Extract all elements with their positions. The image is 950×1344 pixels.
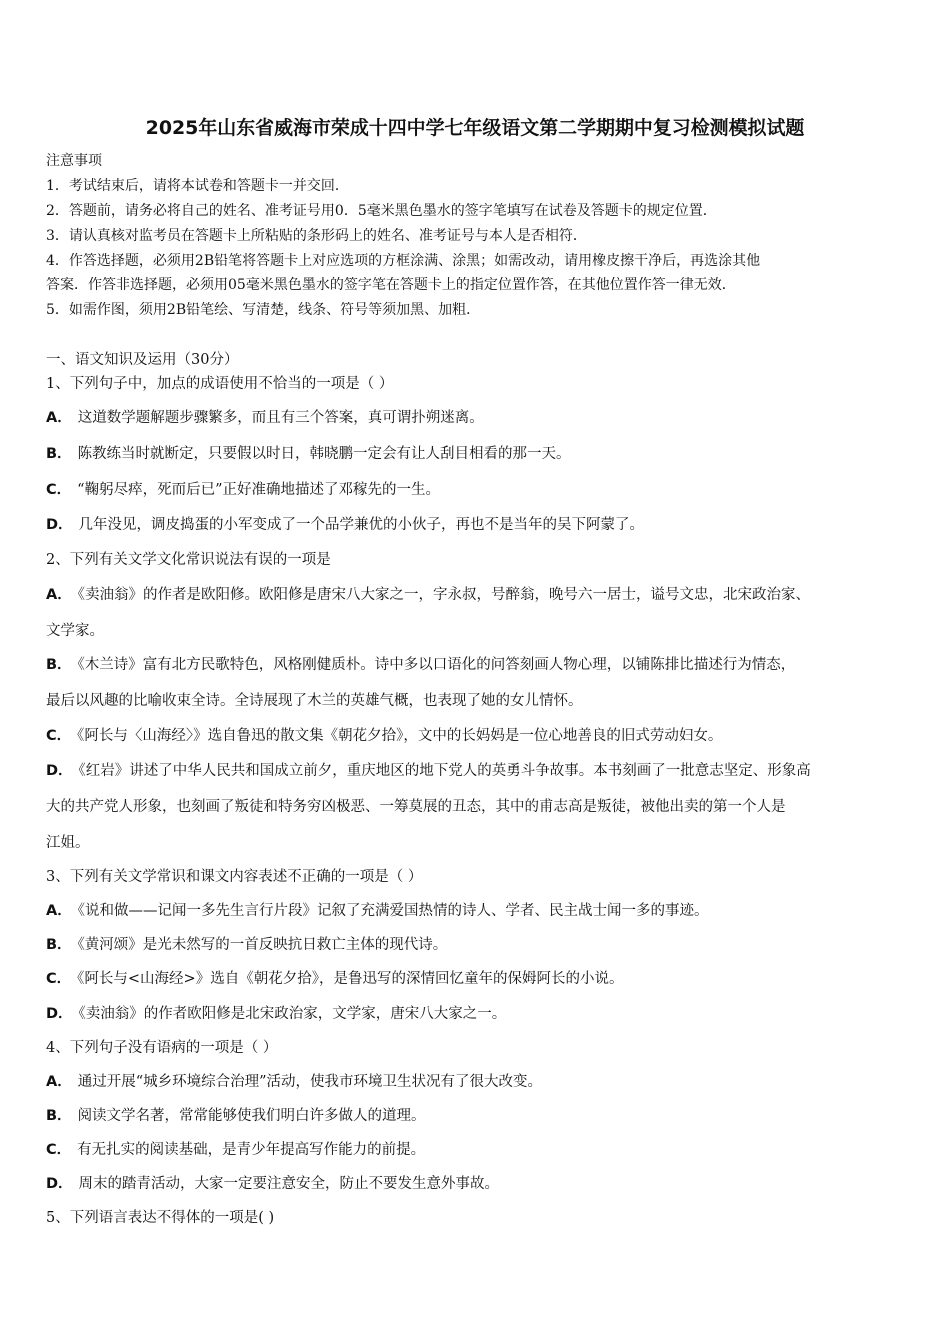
option-text: 《说和做——记闻一多先生言行片段》记叙了充满爱国热情的诗人、学者、民主战士闻一多的事迹。 (77, 903, 709, 919)
question-stem: 5、下列语言表达不得体的一项是( ) (46, 1210, 275, 1226)
question-stem: 4、下列句子没有语病的一项是（ ） (46, 1040, 278, 1056)
option-text: 周末的踏青活动，大家一定要注意安全，防止不要发生意外事故。 (78, 1176, 500, 1192)
option-label: D． (46, 1176, 73, 1192)
option-text: 《阿长与<山海经>》选自《朝花夕拾》，是鲁迅写的深情回忆童年的保姆阿长的小说。 (77, 971, 624, 987)
option-text: 《阿长与〈山海经〉》选自鲁迅的散文集《朝花夕拾》，文中的长妈妈是一位心地善良的旧式劳动妇女。 (77, 728, 723, 744)
option-d (46, 1004, 506, 1024)
option-continuation: 大的共产党人形象，也刻画了叛徒和特务穷凶极恶、一筹莫展的丑态，其中的甫志高是叛徒，被他出卖的第一个人是 (46, 799, 786, 815)
option-continuation: 最后以风趣的比喻收束全诗。全诗展现了木兰的英雄气概，也表现了她的女儿情怀。 (46, 693, 583, 709)
option-continuation: 江姐。 (46, 835, 90, 851)
option-text: 有无扎实的阅读基础，是青少年提高写作能力的前提。 (77, 1142, 426, 1158)
option-b (46, 655, 795, 675)
option-label: B． (46, 657, 72, 673)
question-stem: 2、下列有关文学文化常识说法有误的一项是 (46, 552, 331, 568)
notice-item: 2．答题前，请务必将自己的姓名、准考证号用0．5毫米黑色墨水的签字笔填写在试卷及答题卡的规定位置． (46, 203, 717, 219)
option-label: B． (46, 1108, 72, 1124)
option-label: A． (46, 587, 72, 603)
option-text: 《卖油翁》的作者欧阳修是北宋政治家，文学家，唐宋八大家之一。 (78, 1006, 507, 1022)
question-stem: 3、下列有关文学常识和课文内容表述不正确的一项是（ ） (46, 869, 423, 885)
section-heading: 一、语文知识及运用（30分） (46, 352, 239, 368)
option-c (46, 726, 722, 746)
notice-item: 1．考试结束后，请将本试卷和答题卡一并交回． (46, 178, 349, 194)
notice-item: 答案．作答非选择题，必须用05毫米黑色墨水的签字笔在答题卡上的指定位置作答，在其他位置作答一律无效． (46, 277, 736, 293)
option-label: C． (46, 1142, 72, 1158)
option-label: D． (46, 763, 73, 779)
option-a (46, 408, 484, 428)
option-label: C． (46, 482, 72, 498)
option-text: 阅读文学名著，常常能够使我们明白许多做人的道理。 (77, 1108, 426, 1124)
option-text: 《卖油翁》的作者是欧阳修。欧阳修是唐宋八大家之一，字永叔，号醉翁，晚号六一居士，谥号文忠，北宋政治家、 (77, 587, 810, 603)
option-label: B． (46, 446, 72, 462)
option-d (46, 761, 811, 781)
option-a (46, 585, 810, 605)
option-label: C． (46, 728, 72, 744)
option-a (46, 1072, 542, 1092)
notice-item: 4．作答选择题，必须用2B铅笔将答题卡上对应选项的方框涂满、涂黑；如需改动，请用橡皮擦干净后，再选涂其他 (46, 253, 761, 269)
option-label: C． (46, 971, 72, 987)
option-text: 《木兰诗》富有北方民歌特色，风格刚健质朴。诗中多以口语化的问答刻画人物心理，以铺陈排比描述行为情态， (77, 657, 796, 673)
option-b (46, 444, 571, 464)
option-text: “鞠躬尽瘁，死而后已”正好准确地描述了邓稼先的一生。 (77, 482, 440, 498)
option-label: A． (46, 410, 72, 426)
question-stem: 1、下列句子中，加点的成语使用不恰当的一项是（ ） (46, 376, 394, 392)
option-d (46, 1174, 499, 1194)
option-text: 陈教练当时就断定，只要假以时日，韩晓鹏一定会有让人刮目相看的那一天。 (77, 446, 571, 462)
notice-heading: 注意事项 (46, 153, 102, 169)
option-label: B． (46, 937, 72, 953)
option-a (46, 901, 708, 921)
option-c (46, 969, 623, 989)
option-d (46, 515, 644, 535)
option-text: 通过开展“城乡环境综合治理”活动，使我市环境卫生状况有了很大改变。 (77, 1074, 543, 1090)
option-label: D． (46, 517, 73, 533)
option-label: A． (46, 903, 72, 919)
option-b (46, 1106, 426, 1126)
option-continuation: 文学家。 (46, 623, 104, 639)
notice-item: 5．如需作图，须用2B铅笔绘、写清楚，线条、符号等须加黑、加粗． (46, 302, 481, 318)
option-c (46, 480, 440, 500)
notice-item: 3．请认真核对监考员在答题卡上所粘贴的条形码上的姓名、准考证号与本人是否相符． (46, 228, 587, 244)
option-label: D． (46, 1006, 73, 1022)
option-b (46, 935, 447, 955)
option-text: 几年没见，调皮捣蛋的小军变成了一个品学兼优的小伙子，再也不是当年的吴下阿蒙了。 (78, 517, 645, 533)
option-text: 这道数学题解题步骤繁多，而且有三个答案，真可谓扑朔迷离。 (77, 410, 484, 426)
document-title: 2025年山东省威海市荣成十四中学七年级语文第二学期期中复习检测模拟试题 (145, 117, 805, 139)
option-text: 《红岩》讲述了中华人民共和国成立前夕，重庆地区的地下党人的英勇斗争故事。本书刻画了一批意志坚定、形象高 (78, 763, 811, 779)
option-label: A． (46, 1074, 72, 1090)
option-text: 《黄河颂》是光未然写的一首反映抗日救亡主体的现代诗。 (77, 937, 448, 953)
option-c (46, 1140, 425, 1160)
